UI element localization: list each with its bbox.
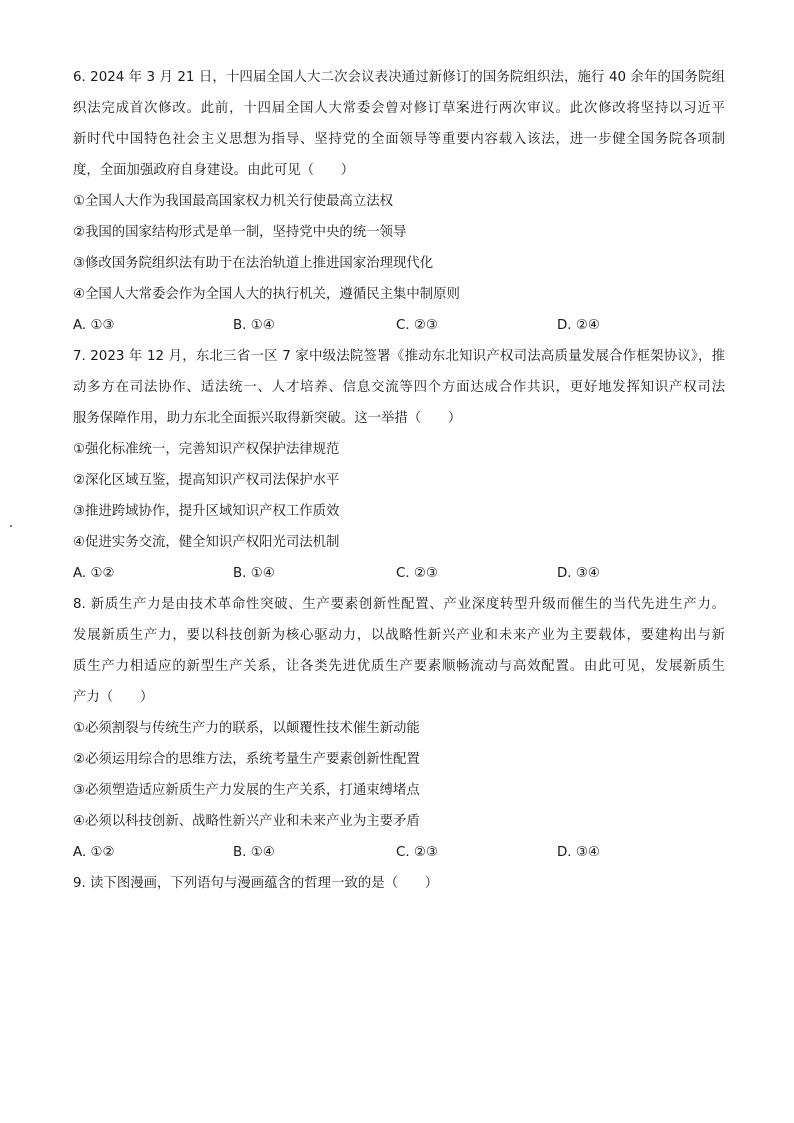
stem-line: 发展新质生产力，要以科技创新为核心驱动力，以战略性新兴产业和未来产业为主要载体，要建构出与新	[73, 628, 725, 643]
statement-3: ③推进跨域协作，提升区域知识产权工作质效	[73, 504, 340, 519]
stem-line: 织法完成首次修改。此前，十四届全国人大常委会曾对修订草案进行两次审议。此次修改将坚持以习近平	[73, 101, 725, 116]
statement-4: ④促进实务交流，健全知识产权阳光司法机制	[73, 535, 340, 550]
choice-c: C. ②③	[396, 318, 438, 333]
stem-line: 8. 新质生产力是由技术革命性突破、生产要素创新性配置、产业深度转型升级而催生的当代先进生产力。	[73, 597, 725, 612]
statement-1: ①全国人大作为我国最高国家权力机关行使最高立法权	[73, 194, 393, 209]
answer-choices	[73, 837, 725, 868]
stem-line: 质生产力相适应的新型生产关系，让各类先进优质生产要素顺畅流动与高效配置。由此可见，发展新质生	[73, 659, 725, 674]
statement-1: ①强化标准统一，完善知识产权保护法律规范	[73, 442, 340, 457]
choice-a: A. ①②	[73, 566, 115, 581]
choice-b: B. ①④	[233, 566, 275, 581]
statement-2: ②我国的国家结构形式是单一制，坚持党中央的统一领导	[73, 225, 407, 240]
stem-line: 产力（ ）	[73, 690, 154, 705]
stem-line: 度，全面加强政府自身建设。由此可见（ ）	[73, 163, 355, 178]
choice-c: C. ②③	[396, 845, 438, 860]
stem-line: 动多方在司法协作、适法统一、人才培养、信息交流等四个方面达成合作共识，更好地发挥知识产权司法	[73, 380, 725, 395]
exam-page	[73, 62, 725, 899]
choice-d: D. ③④	[557, 845, 600, 860]
question-8	[73, 589, 725, 868]
question-9	[73, 868, 725, 899]
answer-choices	[73, 558, 725, 589]
choice-a: A. ①②	[73, 845, 115, 860]
statement-2: ②深化区域互鉴，提高知识产权司法保护水平	[73, 473, 340, 488]
choice-d: D. ②④	[557, 318, 600, 333]
statement-3: ③必须塑造适应新质生产力发展的生产关系，打通束缚堵点	[73, 783, 420, 798]
question-stem	[73, 868, 725, 899]
statement-1: ①必须割裂与传统生产力的联系，以颠覆性技术催生新动能	[73, 721, 420, 736]
scan-dot	[10, 525, 12, 527]
question-stem	[73, 62, 725, 186]
choice-c: C. ②③	[396, 566, 438, 581]
choice-b: B. ①④	[233, 845, 275, 860]
choice-b: B. ①④	[233, 318, 275, 333]
question-stem	[73, 341, 725, 434]
statement-4: ④必须以科技创新、战略性新兴产业和未来产业为主要矛盾	[73, 814, 420, 829]
question-6	[73, 62, 725, 341]
stem-line: 服务保障作用，助力东北全面振兴取得新突破。这一举措（ ）	[73, 411, 462, 426]
question-stem	[73, 589, 725, 713]
statement-3: ③修改国务院组织法有助于在法治轨道上推进国家治理现代化	[73, 256, 434, 271]
stem-line: 6. 2024 年 3 月 21 日，十四届全国人大二次会议表决通过新修订的国务院组织法，施行 40 余年的国务院组	[73, 70, 725, 85]
stem-line: 9. 读下图漫画，下列语句与漫画蕴含的哲理一致的是（ ）	[73, 876, 439, 891]
question-7	[73, 341, 725, 589]
stem-line: 新时代中国特色社会主义思想为指导、坚持党的全面领导等重要内容载入该法，进一步健全国务院各项制	[73, 132, 725, 147]
choice-a: A. ①③	[73, 318, 115, 333]
statement-2: ②必须运用综合的思维方法，系统考量生产要素创新性配置	[73, 752, 420, 767]
answer-choices	[73, 310, 725, 341]
choice-d: D. ③④	[557, 566, 600, 581]
stem-line: 7. 2023 年 12 月，东北三省一区 7 家中级法院签署《推动东北知识产权司法高质量发展合作框架协议》，推	[73, 349, 725, 364]
statement-4: ④全国人大常委会作为全国人大的执行机关，遵循民主集中制原则	[73, 287, 460, 302]
